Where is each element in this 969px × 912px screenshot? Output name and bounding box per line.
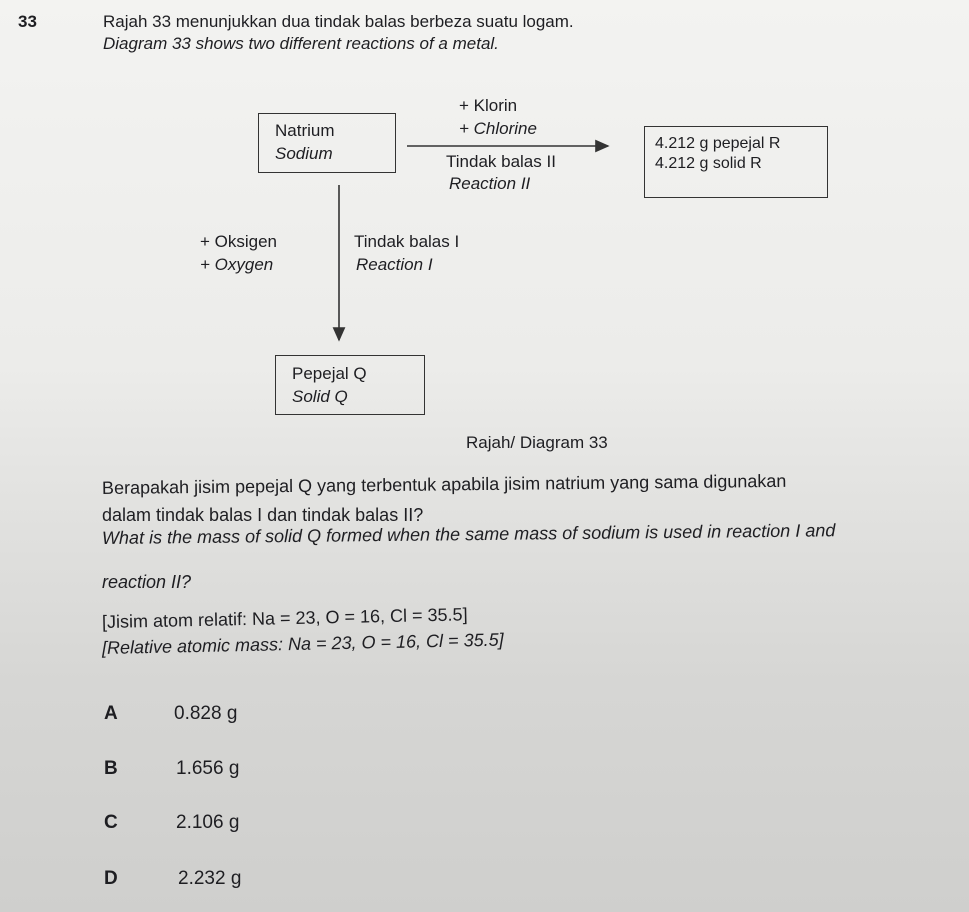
reaction1-label-english: Reaction I [356,255,433,274]
solid-q-label-malay: Pepejal Q [292,364,367,383]
option-value: 2.106 g [176,812,240,833]
option-letter: C [104,812,118,833]
solid-r-label-malay: 4.212 g pepejal R [655,135,781,152]
solid-r-label-english: 4.212 g solid R [655,155,762,172]
option-d[interactable] [104,868,242,890]
question-intro-english: Diagram 33 shows two different reactions of a metal. [103,34,499,53]
question-text-english-line1: What is the mass of solid Q formed when the same mass of sodium is used in reaction I and [101,520,836,548]
diagram-caption: Rajah/ Diagram 33 [466,433,608,452]
option-letter: B [104,758,118,779]
question-text-malay-line2: dalam tindak balas I dan tindak balas II? [102,505,424,525]
option-letter: D [104,868,118,889]
option-a[interactable] [104,703,238,725]
reaction2-reagent-english: + Chlorine [459,119,537,138]
reaction1-reagent-english: + Oxygen [200,255,274,274]
option-letter: A [104,703,118,724]
option-value: 1.656 g [176,758,240,779]
question-number: 33 [18,12,37,31]
reaction1-label-malay: Tindak balas I [354,232,460,251]
option-c[interactable] [104,812,240,834]
relative-atomic-mass-malay: [Jisim atom relatif: Na = 23, O = 16, Cl = 35.5] [101,604,468,632]
question-text-english-line2: reaction II? [102,572,192,592]
relative-atomic-mass-english: [Relative atomic mass: Na = 23, O = 16, Cl = 35.5] [101,629,504,658]
solid-q-label-english: Solid Q [292,387,348,406]
solid-r-box [644,126,828,198]
reaction1-reagent-malay: + Oksigen [200,232,278,251]
reaction2-reagent-malay: + Klorin [459,96,518,115]
question-intro-malay: Rajah 33 menunjukkan dua tindak balas berbeza suatu logam. [103,12,574,31]
option-value: 2.232 g [178,868,242,889]
sodium-label-english: Sodium [275,144,333,163]
sodium-box [258,113,396,173]
option-value: 0.828 g [174,703,238,724]
sodium-label-malay: Natrium [275,121,335,140]
solid-q-box [275,355,425,415]
reaction2-label-malay: Tindak balas II [446,152,556,171]
reaction2-label-english: Reaction II [449,174,531,193]
question-text-malay-line1: Berapakah jisim pepejal Q yang terbentuk apabila jisim natrium yang sama digunakan [101,470,787,498]
option-b[interactable] [104,758,240,780]
